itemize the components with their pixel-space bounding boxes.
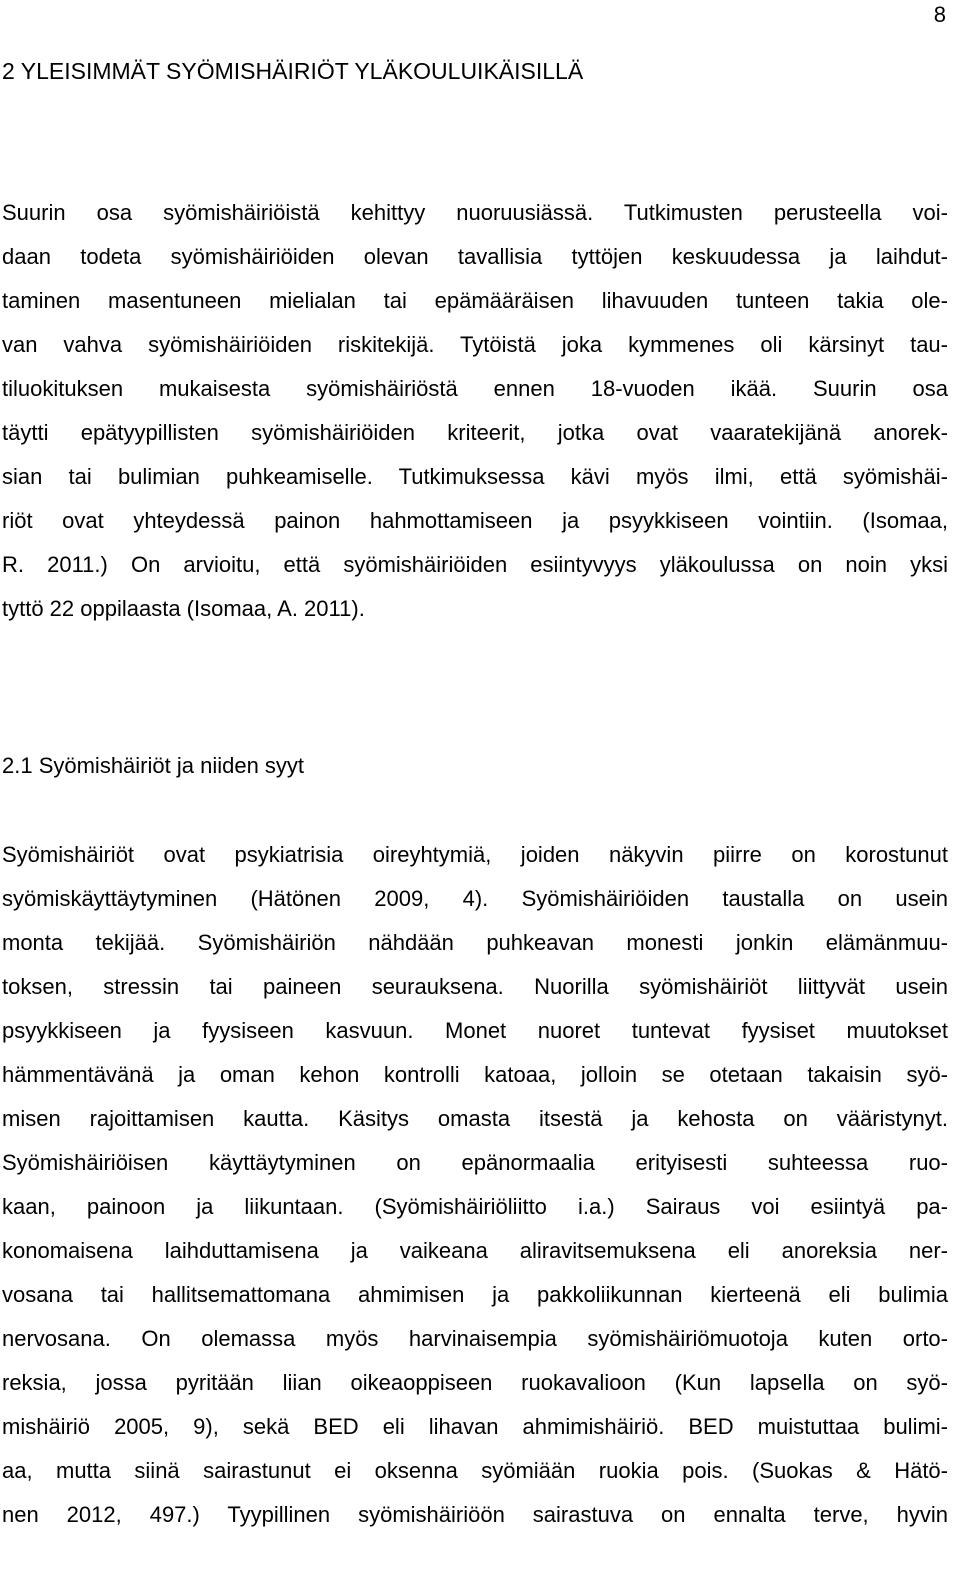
text-line: Syömishäiriöisen käyttäytyminen on epänormaalia erityisesti suhteessa ruo- (2, 1150, 948, 1175)
text-line: Suurin osa syömishäiriöistä kehittyy nuoruusiässä. Tutkimusten perusteella voi- (2, 200, 948, 225)
text-line: vosana tai hallitsemattomana ahmimisen ja pakkoliikunnan kierteenä eli bulimia (2, 1282, 948, 1307)
text-line: psyykkiseen ja fyysiseen kasvuun. Monet nuoret tuntevat fyysiset muutokset (2, 1018, 948, 1043)
text-line: aa, mutta siinä sairastunut ei oksenna syömiään ruokia pois. (Suokas & Hätö- (2, 1458, 948, 1483)
text-line: toksen, stressin tai paineen seurauksena. Nuorilla syömishäiriöt liittyvät usein (2, 974, 948, 999)
text-line: R. 2011.) On arvioitu, että syömishäiriöiden esiintyvyys yläkoulussa on noin yksi (2, 552, 948, 577)
text-line: van vahva syömishäiriöiden riskitekijä. Tytöistä joka kymmenes oli kärsinyt tau- (2, 332, 948, 357)
text-line: misen rajoittamisen kautta. Käsitys omasta itsestä ja kehosta on vääristynyt. (2, 1106, 948, 1131)
text-line: reksia, jossa pyritään liian oikeaoppiseen ruokavalioon (Kun lapsella on syö- (2, 1370, 948, 1395)
text-line: monta tekijää. Syömishäiriön nähdään puhkeavan monesti jonkin elämänmuu- (2, 930, 948, 955)
section-heading: 2.1 Syömishäiriöt ja niiden syyt (2, 753, 305, 778)
text-line: sian tai bulimian puhkeamiselle. Tutkimuksessa kävi myös ilmi, että syömishäi- (2, 464, 948, 489)
text-line: mishäiriö 2005, 9), sekä BED eli lihavan ahmimishäiriö. BED muistuttaa bulimi- (2, 1414, 948, 1439)
page-number: 8 (933, 2, 946, 27)
text-line: kaan, painoon ja liikuntaan. (Syömishäiriöliitto i.a.) Sairaus voi esiintyä pa- (2, 1194, 948, 1219)
text-line: tyttö 22 oppilaasta (Isomaa, A. 2011). (2, 596, 365, 621)
text-line: hämmentävänä ja oman kehon kontrolli katoaa, jolloin se otetaan takaisin syö- (2, 1062, 948, 1087)
text-line: konomaisena laihduttamisena ja vaikeana aliravitsemuksena eli anoreksia ner- (2, 1238, 948, 1263)
text-line: syömiskäyttäytyminen (Hätönen 2009, 4). Syömishäiriöiden taustalla on usein (2, 886, 948, 911)
text-line: taminen masentuneen mielialan tai epämääräisen lihavuuden tunteen takia ole- (2, 288, 948, 313)
text-line: täytti epätyypillisten syömishäiriöiden kriteerit, jotka ovat vaaratekijänä anorek- (2, 420, 948, 445)
text-line: nen 2012, 497.) Tyypillinen syömishäiriöön sairastuva on ennalta terve, hyvin (2, 1502, 948, 1527)
text-line: nervosana. On olemassa myös harvinaisempia syömishäiriömuotoja kuten orto- (2, 1326, 948, 1351)
text-line: daan todeta syömishäiriöiden olevan tavallisia tyttöjen keskuudessa ja laihdut- (2, 244, 948, 269)
text-line: riöt ovat yhteydessä painon hahmottamiseen ja psyykkiseen vointiin. (Isomaa, (2, 508, 948, 533)
text-line: Syömishäiriöt ovat psykiatrisia oireyhtymiä, joiden näkyvin piirre on korostunut (2, 842, 948, 867)
text-line: tiluokituksen mukaisesta syömishäiriöstä ennen 18-vuoden ikää. Suurin osa (2, 376, 948, 401)
chapter-heading: 2 YLEISIMMÄT SYÖMISHÄIRIÖT YLÄKOULUIKÄISILLÄ (2, 58, 584, 84)
